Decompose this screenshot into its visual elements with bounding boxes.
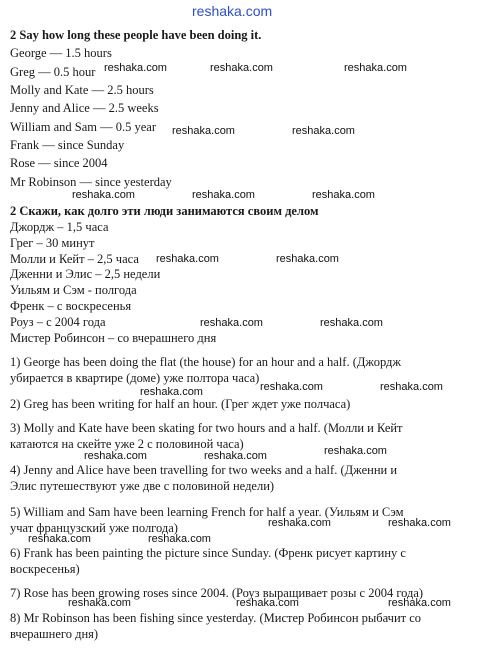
watermark: reshaka.com [104, 62, 167, 74]
watermark: reshaka.com [344, 62, 407, 74]
answer-line: убирается в квартире (доме) уже полтора часа) [10, 371, 260, 385]
watermark: reshaka.com [156, 253, 219, 265]
watermark: reshaka.com [200, 317, 263, 329]
task-item: George — 1.5 hours [10, 46, 112, 60]
answer-line: вчерашнего дня) [10, 627, 99, 641]
answer-line: 5) William and Sam have been learning French for half a year. (Уильям и Сэм [10, 505, 404, 519]
watermark: reshaka.com [172, 125, 235, 137]
watermark: reshaka.com [276, 253, 339, 265]
watermark: reshaka.com [72, 189, 135, 201]
watermark: reshaka.com [204, 450, 267, 462]
watermark: reshaka.com [312, 189, 375, 201]
watermark: reshaka.com [268, 517, 331, 529]
answer-line: учат французский уже полгода) [10, 521, 178, 535]
answer-line: 6) Frank has been painting the picture since Sunday. (Френк рисует картину с [10, 546, 406, 560]
watermark: reshaka.com [236, 597, 299, 609]
translation-item: Роуз – с 2004 года [10, 315, 106, 329]
answer-line: воскресенья) [10, 562, 80, 576]
watermark: reshaka.com [68, 597, 131, 609]
watermark: reshaka.com [140, 386, 203, 398]
task-item: Mr Robinson — since yesterday [10, 175, 172, 189]
task-item: Greg — 0.5 hour [10, 65, 96, 79]
answer-line: 8) Mr Robinson has been fishing since yesterday. (Мистер Робинсон рыбачит со [10, 611, 422, 625]
task-item: Jenny and Alice — 2.5 weeks [10, 101, 159, 115]
watermark: reshaka.com [388, 517, 451, 529]
task-item: Frank — since Sunday [10, 138, 125, 152]
header-watermark: reshaka.com [192, 3, 273, 19]
task-item: Rose — since 2004 [10, 156, 108, 170]
watermark: reshaka.com [84, 450, 147, 462]
translation-item: Дженни и Элис – 2,5 недели [10, 267, 161, 281]
translation-item: Грег – 30 минут [10, 236, 95, 250]
answer-line: 7) Rose has been growing roses since 2004. (Роуз выращивает розы с 2004 года) [10, 586, 424, 600]
translation-title: 2 Скажи, как долго эти люди занимаются своим делом [10, 204, 319, 218]
answer-line: 3) Molly and Kate have been skating for two hours and a half. (Молли и Кейт [10, 421, 403, 435]
watermark: reshaka.com [28, 533, 91, 545]
watermark: reshaka.com [192, 189, 255, 201]
watermark: reshaka.com [148, 533, 211, 545]
translation-item: Уильям и Сэм - полгода [10, 283, 137, 297]
translation-item: Мистер Робинсон – со вчерашнего дня [10, 331, 217, 345]
answer-line: 1) George has been doing the flat (the house) for an hour and a half. (Джордж [10, 355, 402, 369]
watermark: reshaka.com [260, 381, 323, 393]
task-item: William and Sam — 0.5 year [10, 120, 156, 134]
watermark: reshaka.com [292, 125, 355, 137]
watermark: reshaka.com [380, 381, 443, 393]
answer-line: 4) Jenny and Alice have been travelling for two weeks and a half. (Дженни и [10, 463, 398, 477]
task-item: Molly and Kate — 2.5 hours [10, 83, 154, 97]
answer-line: Элис путешествуют уже две с половиной недели) [10, 479, 275, 493]
translation-item: Джордж – 1,5 часа [10, 220, 109, 234]
translation-item: Френк – с воскресенья [10, 299, 132, 313]
task-title: 2 Say how long these people have been doing it. [10, 28, 262, 42]
watermark: reshaka.com [210, 62, 273, 74]
watermark: reshaka.com [388, 597, 451, 609]
translation-item: Молли и Кейт – 2,5 часа [10, 252, 139, 266]
answer-line: катаются на скейте уже 2 с половиной часа) [10, 437, 244, 451]
answer-line: 2) Greg has been writing for half an hour. (Грег ждет уже полчаса) [10, 397, 351, 411]
watermark: reshaka.com [324, 445, 387, 457]
watermark: reshaka.com [320, 317, 383, 329]
